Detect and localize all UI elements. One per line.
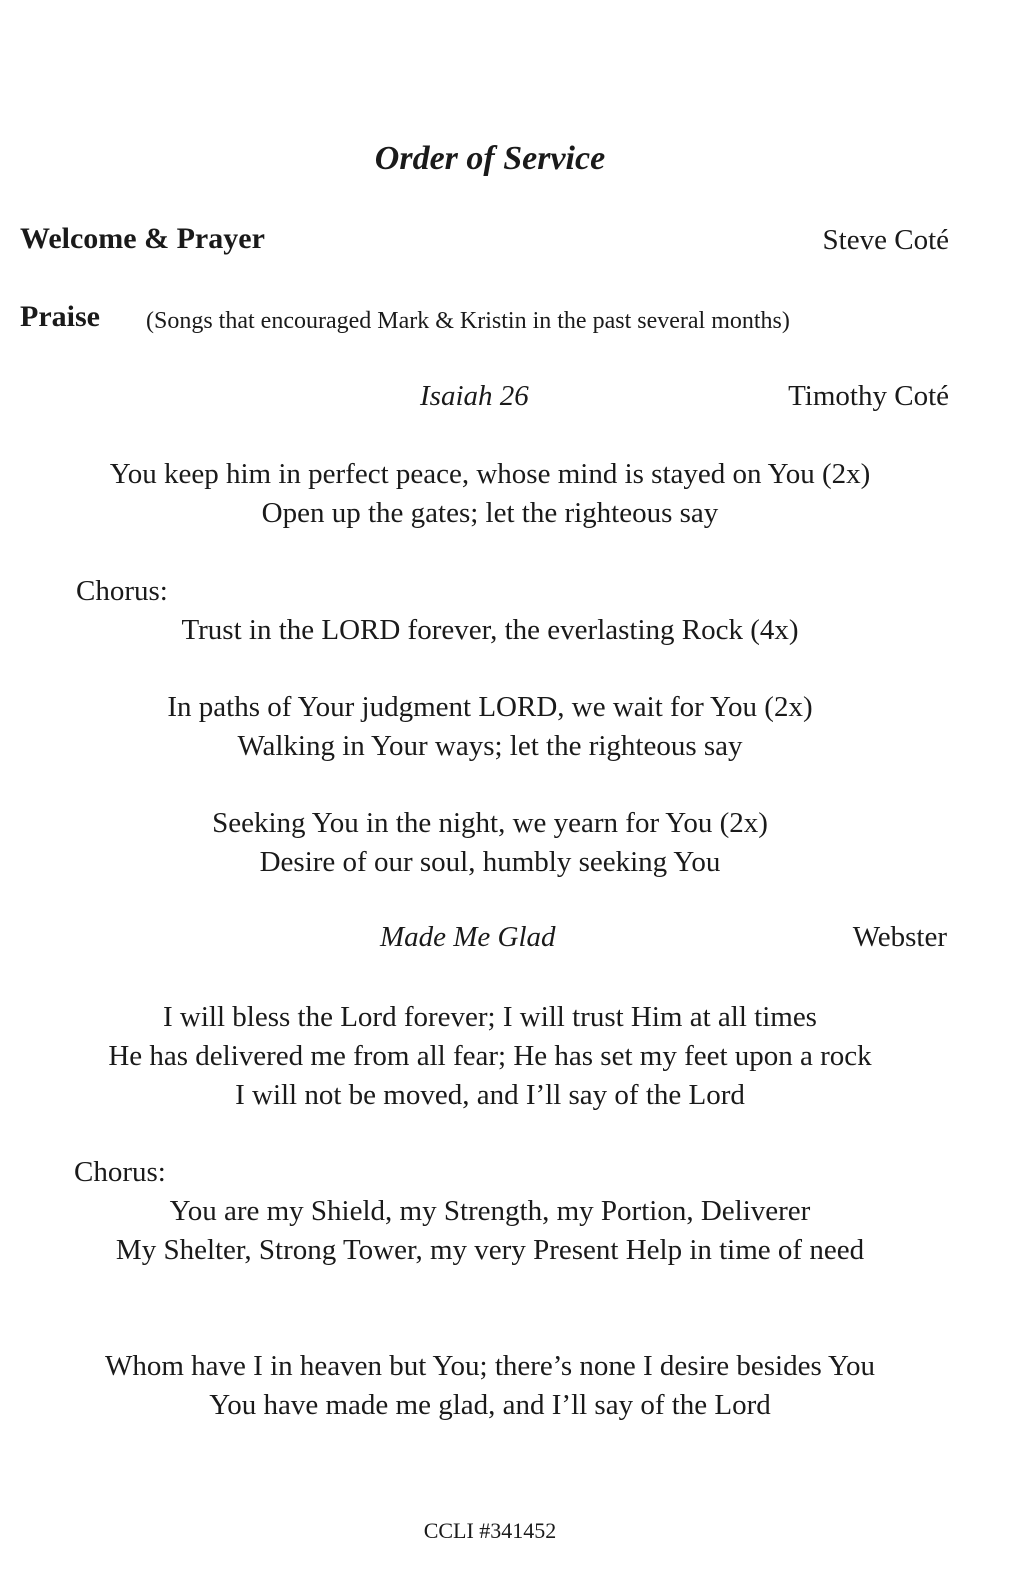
lyric-line: Seeking You in the night, we yearn for You (2x) xyxy=(212,807,768,839)
ccli-number: CCLI #341452 xyxy=(423,1518,557,1543)
lyric-line: Whom have I in heaven but You; there’s none I desire besides You xyxy=(105,1350,875,1382)
lyric-line: I will bless the Lord forever; I will trust Him at all times xyxy=(163,1001,817,1033)
chorus-label: Chorus: xyxy=(74,1156,166,1188)
chorus-label: Chorus: xyxy=(76,575,168,607)
page-title: Order of Service xyxy=(374,140,606,177)
song-author: Webster xyxy=(852,921,947,953)
welcome-leader: Steve Coté xyxy=(822,224,949,256)
lyric-line: You have made me glad, and I’ll say of the Lord xyxy=(209,1389,771,1421)
welcome-heading: Welcome & Prayer xyxy=(20,222,265,255)
lyric-line: You are my Shield, my Strength, my Portion, Deliverer xyxy=(169,1195,811,1227)
praise-heading: Praise xyxy=(20,300,100,333)
lyric-line: Desire of our soul, humbly seeking You xyxy=(259,846,721,878)
lyric-line: Open up the gates; let the righteous say xyxy=(261,497,719,529)
lyric-line: My Shelter, Strong Tower, my very Present Help in time of need xyxy=(115,1234,865,1266)
lyric-line: I will not be moved, and I’ll say of the Lord xyxy=(235,1079,745,1111)
lyric-line: You keep him in perfect peace, whose mind is stayed on You (2x) xyxy=(109,458,871,490)
lyric-line: He has delivered me from all fear; He has set my feet upon a rock xyxy=(108,1040,872,1072)
lyric-line: In paths of Your judgment LORD, we wait for You (2x) xyxy=(167,691,813,723)
song-title: Isaiah 26 xyxy=(420,380,529,412)
praise-note: (Songs that encouraged Mark & Kristin in the past several months) xyxy=(146,308,790,334)
lyric-line: Trust in the LORD forever, the everlasting Rock (4x) xyxy=(181,614,799,646)
song-title: Made Me Glad xyxy=(380,921,556,953)
song-author: Timothy Coté xyxy=(788,380,949,412)
lyric-line: Walking in Your ways; let the righteous say xyxy=(237,730,743,762)
